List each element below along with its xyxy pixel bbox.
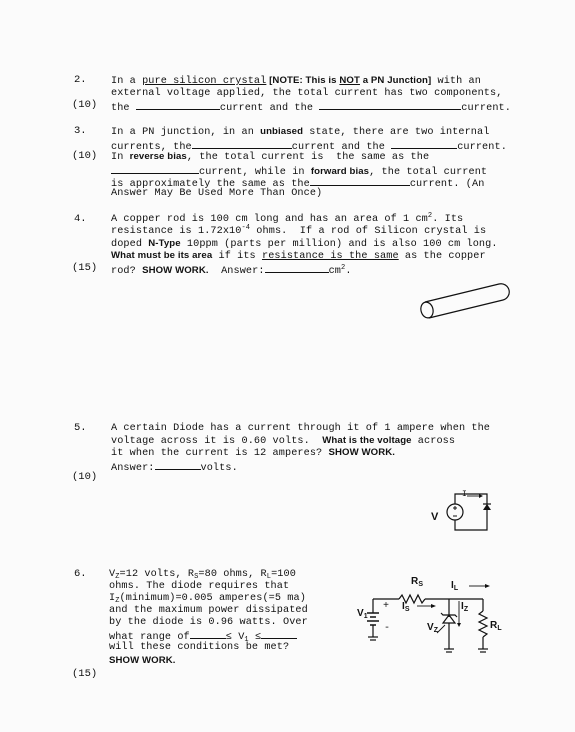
q3-line4: current, while in forward bias, the total current (111, 164, 487, 179)
q4-line4: What must be its area if its resistance is the same as the copper (111, 250, 486, 262)
q6-line8: SHOW WORK. (109, 655, 176, 666)
q6-number: 6. (74, 568, 87, 580)
q5-fig-i: I (462, 490, 467, 499)
q6-fig-il: $I_L$ (451, 580, 459, 592)
q5-points: (10) (72, 471, 98, 483)
q6-fig-plus: + (383, 601, 390, 612)
q6-points: (15) (72, 668, 98, 680)
q3-line5: is approximately the same as the current. (An (111, 176, 484, 191)
q3-number: 3. (74, 125, 87, 137)
q2-points: (10) (72, 99, 98, 111)
q6-fig-is: $I_S$ (402, 601, 410, 613)
q2-number: 2. (74, 74, 87, 86)
q2-line3: the current and the current. (111, 100, 511, 115)
q4-line2: resistance is $1.72x10^{-4}$ ohms. If a rod of Silicon crystal is (111, 224, 487, 237)
q4-line3: doped N-Type 10ppm (parts per million) and is also 100 cm long. (111, 238, 498, 250)
q6-fig-vz: $V_Z$ (427, 622, 439, 634)
q6-line5: by the diode is 0.96 watts. Over (109, 617, 308, 628)
q6-fig-iz: $I_Z$ (461, 601, 469, 613)
q5-fig-v: V (431, 511, 439, 523)
q5-line1: A certain Diode has a current through it of 1 ampere when the (111, 423, 491, 434)
q4-number: 4. (74, 213, 87, 225)
q6-line2: ohms. The diode requires that (109, 581, 290, 592)
q6-fig-minus: - (384, 623, 391, 634)
q4-line1: A copper rod is 100 cm long and has an area of 1 $cm^2$. Its (111, 212, 464, 225)
q5-number: 5. (74, 422, 87, 434)
rod-illustration (415, 280, 515, 322)
q6-fig-rs: $R_S$ (411, 576, 424, 588)
q6-line3: $I_Z(minimum)=0.005$ amperes(=5 ma) (109, 593, 306, 605)
q6-line1: $V_Z=12$ volts, $R_S=80$ ohms, $R_L=100$ (109, 569, 296, 581)
q3-line6: Answer May Be Used More Than Once) (111, 188, 323, 199)
q4-points: (15) (72, 262, 98, 274)
q3-line2: currents, the current and the current. (111, 139, 507, 154)
q6-fig-rl: $R_L$ (490, 620, 502, 632)
q6-line7: will these conditions be met? (109, 642, 290, 653)
q6-fig-v1: $V_1$ (357, 608, 368, 620)
q5-line3: it when the current is 12 amperes? SHOW WORK. (111, 447, 396, 459)
q3-line1: In a PN junction, in an unbiased state, there are two internal (111, 126, 490, 138)
q6-line6: what range of ≤ $V_1$ ≤ (109, 629, 297, 644)
q2-line2: external voltage applied, the total current has two components, (111, 88, 503, 99)
q6-line4: and the maximum power dissipated (109, 605, 308, 616)
q3-line3: In reverse bias, the total current is the same as the (111, 151, 430, 163)
q5-line4: Answer: volts. (111, 460, 238, 475)
q4-line5: rod? SHOW WORK. Answer: $cm^2$. (111, 264, 352, 277)
q5-line2: voltage across it is 0.60 volts. What is the voltage across (111, 435, 456, 447)
q2-line1: In a pure silicon crystal [NOTE: This is NOT a PN Junction] with an (111, 75, 481, 87)
q3-points: (10) (72, 150, 98, 162)
